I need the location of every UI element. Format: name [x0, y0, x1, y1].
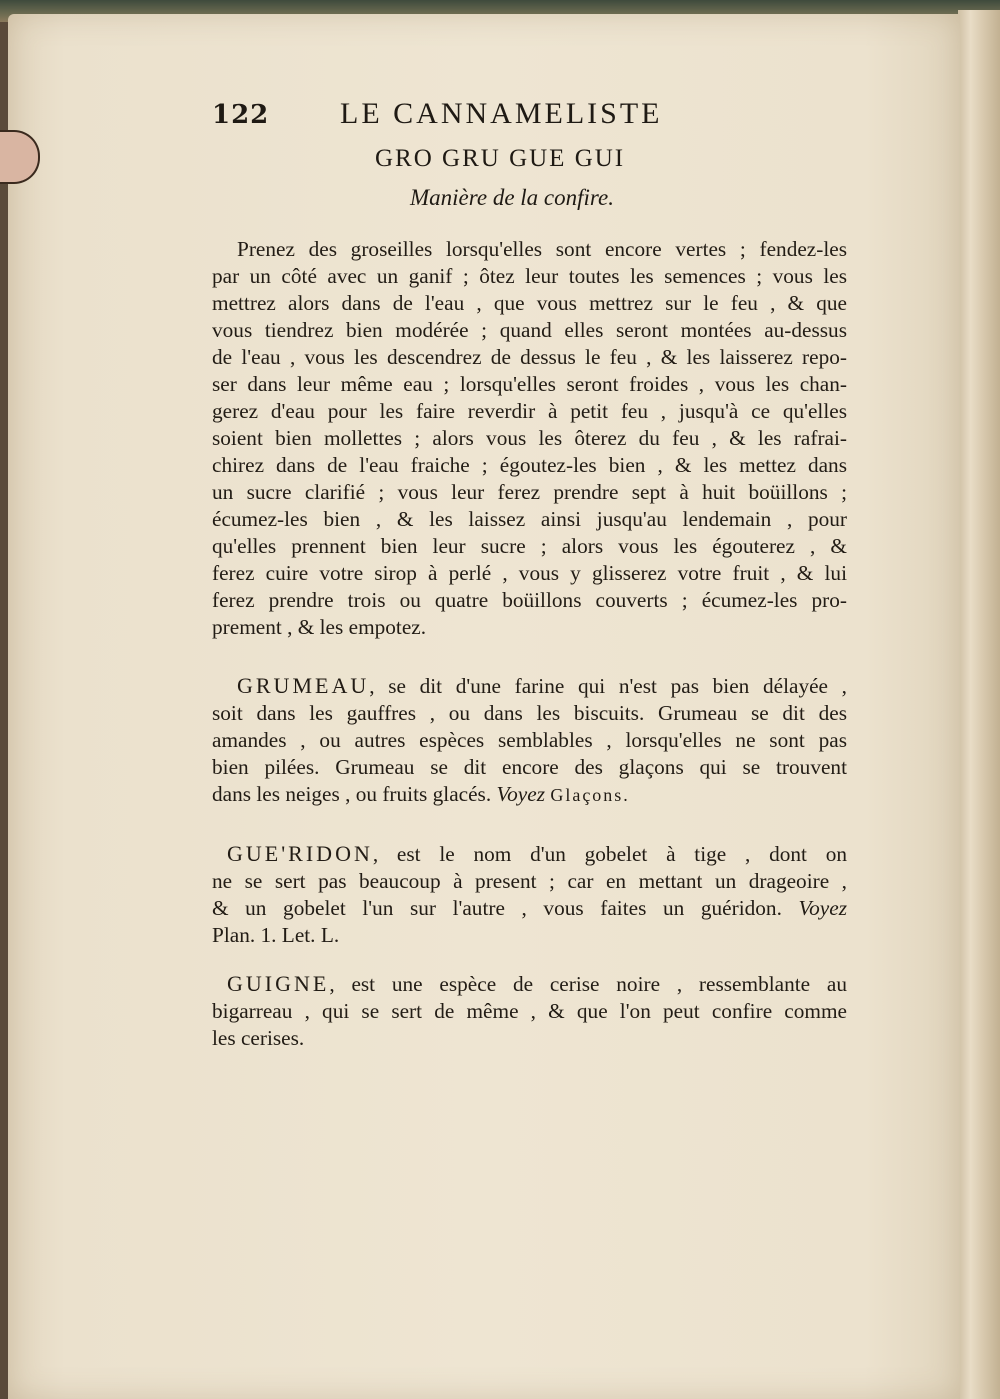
text-line: bigarreau , qui se sert de même , & que l'on peut confire comme	[212, 999, 847, 1023]
text-line: par un côté avec un ganif ; ôtez leur toutes les semences ; vous les	[212, 264, 847, 288]
text-line: Prenez des groseilles lorsqu'elles sont encore vertes ; fendez-les	[237, 237, 847, 261]
text-line: ne se sert pas beaucoup à present ; car en mettant un drageoire ,	[212, 869, 847, 893]
text-line: soient bien mollettes ; alors vous les ôterez du feu , & les rafrai-	[212, 426, 847, 450]
text-line: ferez prendre trois ou quatre boüillons couverts ; écumez-les pro-	[212, 588, 847, 612]
text-line: soit dans les gauffres , ou dans les biscuits. Grumeau se dit des	[212, 701, 847, 725]
text-line: bien pilées. Grumeau se dit encore des glaçons qui se trouvent	[212, 755, 847, 779]
entry-gueridon	[212, 840, 847, 949]
text-line: mettrez alors dans de l'eau , que vous mettrez sur le feu , & que	[212, 291, 847, 315]
headword: GRUMEAU	[237, 673, 370, 698]
entry-grumeau	[212, 672, 847, 809]
text-line: les cerises.	[212, 1026, 305, 1050]
see-reference: Voyez	[496, 782, 545, 806]
recipe-paragraph	[212, 236, 847, 641]
text-line: GRUMEAU, se dit d'une farine qui n'est pas bien délayée ,	[237, 673, 847, 698]
text-line: vous tiendrez bien modérée ; quand elles seront montées au-dessus	[212, 318, 847, 342]
cross-reference: Glaçons.	[550, 785, 630, 805]
page-number: 122	[212, 100, 270, 130]
text-line: dans les neiges , ou fruits glacés. Voyez Glaçons.	[212, 782, 630, 806]
text-line: & un gobelet l'un sur l'autre , vous faites un guéridon. Voyez	[212, 896, 848, 920]
text-line: GUIGNE, est une espèce de cerise noire , ressemblante au	[227, 971, 847, 996]
text-line: un sucre clarifié ; vous leur ferez prendre sept à huit boüillons ;	[212, 480, 847, 504]
section-subtitle: Manière de la confire.	[410, 185, 614, 210]
text-line: chirez dans de l'eau fraiche ; égoutez-les bien , & les mettez dans	[212, 453, 847, 477]
text-line: ferez cuire votre sirop à perlé , vous y glisserez votre fruit , & lui	[212, 561, 847, 585]
headword: GUE'RIDON	[227, 841, 373, 866]
text-line: ser dans leur même eau ; lorsqu'elles seront froides , vous les chan-	[212, 372, 847, 396]
text-line: prement , & les empotez.	[212, 615, 427, 639]
headword: GUIGNE	[227, 971, 330, 996]
running-title: LE CANNAMELISTE	[340, 97, 663, 130]
text-line: gerez d'eau pour les faire reverdir à petit feu , jusqu'à ce qu'elles	[212, 399, 847, 423]
text-line: Plan. 1. Let. L.	[212, 923, 340, 947]
page-fore-edge	[958, 10, 1000, 1399]
guide-words: GRO GRU GUE GUI	[375, 145, 626, 172]
text-line: GUE'RIDON, est le nom d'un gobelet à tige , dont on	[227, 841, 847, 866]
entry-guigne	[212, 970, 847, 1052]
text-line: de l'eau , vous les descendrez de dessus le feu , & les laisserez repo-	[212, 345, 847, 369]
text-line: qu'elles prennent bien leur sucre ; alors vous les égouterez , &	[212, 534, 847, 558]
text-line: amandes , ou autres espèces semblables , lorsqu'elles ne sont pas	[212, 728, 847, 752]
text-line: écumez-les bien , & les laissez ainsi jusqu'au lendemain , pour	[212, 507, 847, 531]
see-reference: Voyez	[798, 896, 848, 920]
